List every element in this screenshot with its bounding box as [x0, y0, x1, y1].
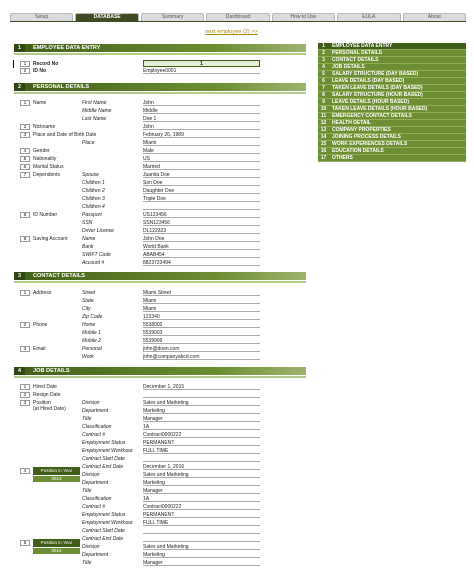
email-label: Email [33, 346, 46, 352]
nav-label: TAKEN LEAVE DETAILS (DAY BASED) [332, 85, 423, 91]
division-field[interactable]: Sales and Marketing [143, 472, 260, 478]
nav-label: CONTACT DETAILS [332, 57, 379, 63]
contract-field[interactable]: Contract0000222 [143, 504, 260, 510]
nav-item-others[interactable] [318, 155, 466, 162]
nav-number: 17 [320, 155, 327, 161]
nationality-field[interactable]: US [143, 156, 260, 162]
section-number: 3 [14, 272, 25, 280]
tab-bar [10, 13, 466, 21]
row-number-box: 1 [20, 384, 30, 390]
employment-status-field[interactable]: PERMANENT [143, 440, 260, 446]
position-in-year-label: Position in Year [33, 539, 80, 547]
contract-end-field[interactable]: December 1, 2016 [143, 464, 260, 470]
nav-label: EMPLOYEE DATA ENTRY [332, 43, 393, 49]
title-label: Title [82, 560, 92, 566]
home-phone-label: Home [82, 322, 96, 328]
id-no-field[interactable]: Employee0001 [143, 68, 260, 74]
resign-date-field[interactable] [143, 392, 260, 398]
nav-label: SALARY STRUCTURE (DAY BASED) [332, 71, 419, 77]
address-label: Address [33, 290, 52, 296]
nav-number: 9 [322, 99, 325, 105]
bank-label: Bank [82, 244, 94, 250]
title-label: Title [82, 416, 92, 422]
children-3-field[interactable]: Triple Doe [143, 196, 260, 202]
passport-field[interactable]: US123456 [143, 212, 260, 218]
saving-account-label: Saving Account [33, 236, 68, 242]
tab-setup[interactable]: Setup [10, 13, 73, 21]
nav-label: WORK EXPERIENCES DETAILS [332, 141, 408, 147]
spouse-field[interactable]: Juanita Doe [143, 172, 260, 178]
division-label: Division [82, 400, 100, 406]
last-name-label: Last Name [82, 116, 107, 122]
birth-date-label: Place and Date of Birth Date [33, 132, 97, 138]
row-cursor [13, 60, 14, 68]
section-underline [14, 376, 306, 378]
department-label: Department [82, 408, 109, 414]
nav-item-contact-details[interactable] [318, 57, 466, 64]
nav-number: 11 [320, 113, 327, 119]
employment-workhour-label: Employment Workhour [82, 520, 133, 526]
row-number-box: 3 [20, 132, 30, 138]
row-number-box: 1 [20, 290, 30, 296]
contract-start-label: Contract Start Date [82, 528, 125, 534]
first-name-field[interactable]: John [143, 100, 260, 106]
nav-item-health-detail[interactable] [318, 120, 466, 127]
nav-item-education[interactable] [318, 148, 466, 155]
contract-start-label: Contract Start Date [82, 456, 125, 462]
home-phone-field[interactable]: 5538002 [143, 322, 260, 328]
work-email-field[interactable]: john@companyabcd.com [143, 354, 260, 360]
nav-number: 13 [320, 127, 327, 133]
row-number-box: 2 [20, 124, 30, 130]
nav-item-job-details[interactable] [318, 64, 466, 71]
section-underline [14, 53, 306, 55]
title-field[interactable]: Manager [143, 560, 260, 566]
gender-field[interactable]: Male [143, 148, 260, 154]
nav-label: HEALTH DETAIL [332, 120, 371, 126]
city-label: City [82, 306, 91, 312]
division-field[interactable]: Sales and Marketing [143, 544, 260, 550]
division-field[interactable]: Sales and Marketing [143, 400, 260, 406]
employment-status-field[interactable]: PERMANENT [143, 512, 260, 518]
row-number-box: 2 [20, 322, 30, 328]
nav-item-taken-leave-day[interactable] [318, 85, 466, 92]
birth-place-label: Place [82, 140, 95, 146]
employment-status-label: Employment Status [82, 440, 126, 446]
resign-date-label: Resign Date [33, 392, 61, 398]
dependents-label: Dependents [33, 172, 60, 178]
nav-item-employee-data-entry[interactable] [318, 43, 466, 50]
mobile-1-field[interactable]: 5539003 [143, 330, 260, 336]
ssn-label: SSN [82, 220, 93, 226]
children-2-label: Children 2 [82, 188, 105, 194]
marital-status-field[interactable]: Married [143, 164, 260, 170]
nav-item-taken-leave-hour[interactable] [318, 106, 466, 113]
state-field[interactable]: Miami [143, 298, 260, 304]
section-header-personal-details [14, 83, 306, 91]
nav-item-leave-day[interactable] [318, 78, 466, 85]
mobile-2-field[interactable]: 5539999 [143, 338, 260, 344]
row-number-box: 4 [20, 468, 30, 474]
record-no-field[interactable]: 1 [143, 60, 260, 67]
title-label: Title [82, 488, 92, 494]
nickname-label: Nickname [33, 124, 56, 130]
nav-item-company-properties[interactable] [318, 127, 466, 134]
at-hired-date-label: (at Hired Date) [33, 406, 66, 412]
department-label: Department [82, 480, 109, 486]
section-title: CONTACT DETAILS [33, 273, 85, 279]
row-number-box: 5 [20, 540, 30, 546]
department-label: Department [82, 552, 109, 558]
section-header-employee-data-entry [14, 44, 306, 52]
section-title: PERSONAL DETAILS [33, 84, 90, 90]
nav-item-joining-process[interactable] [318, 134, 466, 141]
department-field[interactable]: Marketing [143, 480, 260, 486]
contract-start-field[interactable] [143, 528, 260, 534]
position-in-year-label: Position in Year [33, 467, 80, 475]
personal-email-label: Personal [82, 346, 102, 352]
zip-code-field[interactable]: 123340 [143, 314, 260, 320]
nav-label: JOB DETAILS [332, 64, 365, 70]
nav-number: 5 [322, 71, 325, 77]
section-navigation [318, 43, 466, 162]
section-number: 4 [14, 367, 25, 375]
id-number-label: ID Number [33, 212, 58, 218]
work-email-label: Work [82, 354, 94, 360]
last-name-field[interactable]: Doe 1 [143, 116, 260, 122]
gender-label: Gender [33, 148, 50, 154]
children-4-label: Children 4 [82, 204, 105, 210]
row-number-box: 2 [20, 68, 30, 74]
swift-code-label: SWIFT Code [82, 252, 111, 258]
nickname-field[interactable]: John [143, 124, 260, 130]
position-year-2013: 2013 [33, 476, 80, 482]
middle-name-field[interactable]: Middle [143, 108, 260, 114]
row-number-box: 8 [20, 212, 30, 218]
marital-status-label: Marital Status [33, 164, 64, 170]
nav-number: 10 [320, 106, 327, 112]
driver-license-label: Driver License [82, 228, 114, 234]
employment-status-label: Employment Status [82, 512, 126, 518]
row-number-box: 2 [20, 392, 30, 398]
children-1-label: Children 1 [82, 180, 105, 186]
department-field[interactable]: Marketing [143, 552, 260, 558]
tab-summary[interactable]: Summary [141, 13, 204, 21]
section-title: JOB DETAILS [33, 368, 70, 374]
row-number-box: 1 [20, 100, 30, 106]
nav-item-salary-hour[interactable] [318, 92, 466, 99]
classification-field[interactable]: 1A [143, 496, 260, 502]
contract-end-field[interactable] [143, 536, 260, 542]
nav-label: PERSONAL DETAILS [332, 50, 383, 56]
record-no-label: Record No [33, 61, 59, 67]
row-number-box: 7 [20, 172, 30, 178]
nav-label: OTHERS [332, 155, 353, 161]
row-number-box: 3 [20, 400, 30, 406]
children-3-label: Children 3 [82, 196, 105, 202]
nav-label: EDUCATION DETAILS [332, 148, 384, 154]
position-year-2014: 2014 [33, 548, 80, 554]
street-field[interactable]: Miami Street [143, 290, 260, 296]
tab-dashboard[interactable]: Dashboard [206, 13, 269, 21]
id-no-label: ID No [33, 68, 47, 74]
nav-number: 1 [322, 43, 325, 49]
nav-item-work-experiences[interactable] [318, 141, 466, 148]
ssn-field[interactable]: SSN123456 [143, 220, 260, 226]
nav-label: LEAVE DETAILS (DAY BASED) [332, 78, 405, 84]
name-label: Name [33, 100, 47, 106]
zip-code-label: Zip Code [82, 314, 103, 320]
phone-label: Phone [33, 322, 48, 328]
account-name-label: Name [82, 236, 96, 242]
section-number: 2 [14, 83, 25, 91]
employment-workhour-field[interactable]: FULL TIME [143, 448, 260, 454]
contract-start-field[interactable] [143, 456, 260, 462]
nav-number: 7 [322, 85, 325, 91]
first-name-label: First Name [82, 100, 107, 106]
middle-name-label: Middle Name [82, 108, 112, 114]
section-number: 1 [14, 44, 25, 52]
nav-number: 2 [322, 50, 325, 56]
contract-end-label: Contract End Date [82, 536, 124, 542]
classification-label: Classification [82, 424, 112, 430]
section-header-contact-details [14, 272, 306, 280]
nav-number: 3 [322, 57, 325, 63]
nav-number: 16 [320, 148, 327, 154]
nav-label: COMPANY PROPERTIES [332, 127, 391, 133]
account-number-label: Account # [82, 260, 105, 266]
nav-label: LEAVE DETAILS (HOUR BASED) [332, 99, 410, 105]
tab-database[interactable]: DATABASE [75, 13, 138, 21]
nav-number: 12 [320, 120, 327, 126]
nav-number: 6 [322, 78, 325, 84]
children-1-field[interactable]: Son Doe [143, 180, 260, 186]
division-label: Division [82, 472, 100, 478]
driver-license-field[interactable]: DL122323 [143, 228, 260, 234]
birth-date-field[interactable]: February 26, 1989 [143, 132, 260, 138]
hired-date-field[interactable]: December 1, 2015 [143, 384, 260, 390]
tab-underline [10, 21, 466, 22]
title-field[interactable]: Manager [143, 488, 260, 494]
account-number-field[interactable]: 8823723494 [143, 260, 260, 266]
city-field[interactable]: Miami [143, 306, 260, 312]
passport-label: Passport [82, 212, 102, 218]
nav-number: 14 [320, 134, 327, 140]
row-number-box: 4 [20, 148, 30, 154]
row-number-box: 1 [20, 61, 30, 67]
section-underline [14, 281, 306, 283]
contract-end-label: Contract End Date [82, 464, 124, 470]
row-number-box: 6 [20, 164, 30, 170]
nav-item-personal-details[interactable] [318, 50, 466, 57]
title-field[interactable]: Manager [143, 416, 260, 422]
nav-item-salary-day[interactable] [318, 71, 466, 78]
nav-number: 8 [322, 92, 325, 98]
classification-field[interactable]: 1A [143, 424, 260, 430]
bank-field[interactable]: World Bank [143, 244, 260, 250]
contract-label: Contract # [82, 432, 106, 438]
nav-label: SALARY STRUCTURE (HOUR BASED) [332, 92, 423, 98]
department-field[interactable]: Marketing [143, 408, 260, 414]
division-label: Division [82, 544, 100, 550]
personal-email-field[interactable]: john@doen.com [143, 346, 260, 352]
tab-eula[interactable]: EULA [337, 13, 400, 21]
row-number-box: 3 [20, 346, 30, 352]
nav-label: TAKEN LEAVE DETAILS (HOUR BASED) [332, 106, 428, 112]
mobile-2-label: Mobile 2 [82, 338, 101, 344]
section-title: EMPLOYEE DATA ENTRY [33, 45, 101, 51]
employment-workhour-field[interactable]: FULL TIME [143, 520, 260, 526]
swift-code-field[interactable]: ABAB454 [143, 252, 260, 258]
nav-label: EMERGENCY CONTACT DETAILS [332, 113, 413, 119]
nav-number: 4 [322, 64, 325, 70]
birth-place-field[interactable]: Miami [143, 140, 260, 146]
state-label: State [82, 298, 94, 304]
hired-date-label: Hired Date [33, 384, 57, 390]
nationality-label: Nationality [33, 156, 57, 162]
section-header-job-details [14, 367, 306, 375]
next-employee-link[interactable]: next employee (2) >> [205, 29, 258, 35]
row-number-box: 5 [20, 156, 30, 162]
row-number-box: 9 [20, 236, 30, 242]
nav-label: JOINING PROCESS DETAILS [332, 134, 401, 140]
position-label: Position [33, 400, 51, 406]
employment-workhour-label: Employment Workhour [82, 448, 133, 454]
tab-about[interactable]: About [403, 13, 466, 21]
section-underline [14, 92, 306, 94]
street-label: Street [82, 290, 96, 296]
children-2-field[interactable]: Daughter Doe [143, 188, 260, 194]
nav-number: 15 [320, 141, 327, 147]
contract-label: Contract # [82, 504, 106, 510]
nav-item-emergency-contact[interactable] [318, 113, 466, 120]
nav-item-leave-hour[interactable] [318, 99, 466, 106]
contract-field[interactable]: Contract0000222 [143, 432, 260, 438]
mobile-1-label: Mobile 1 [82, 330, 101, 336]
children-4-field[interactable] [143, 204, 260, 210]
spouse-label: Spouse [82, 172, 99, 178]
classification-label: Classification [82, 496, 112, 502]
account-name-field[interactable]: John Doe [143, 236, 260, 242]
tab-how-to-use[interactable]: How to Use [272, 13, 335, 21]
